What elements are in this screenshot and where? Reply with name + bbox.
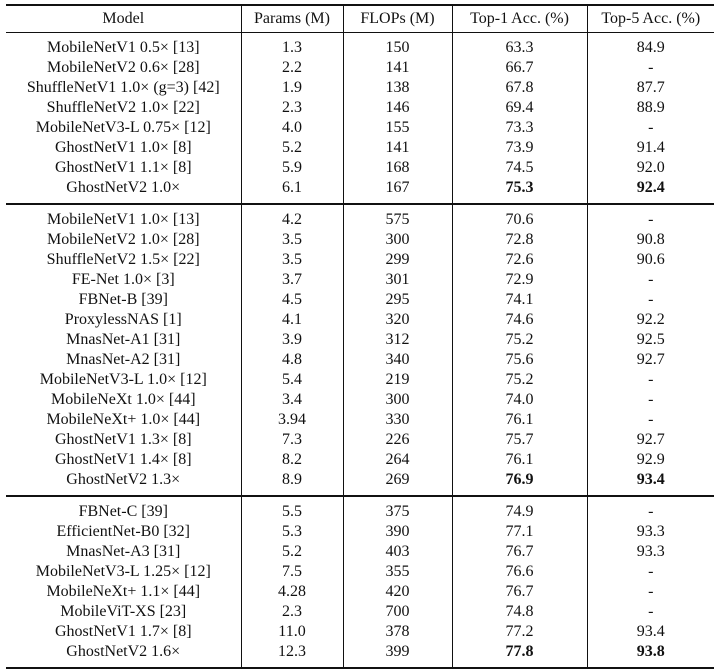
cell-params: 2.2 [241,58,343,78]
table-row [6,562,714,582]
cell-flops: 300 [343,230,452,250]
cell-params: 5.3 [241,522,343,542]
cell-top5: 93.3 [636,543,665,560]
cell-top5: - [648,291,654,308]
cell-top5: 92.5 [636,331,665,348]
cell-model: GhostNetV1 1.0× [8] [6,138,241,158]
table-row [6,230,714,250]
table-row [6,118,714,138]
cell-top1: 74.1 [452,290,587,310]
cell-params: 3.5 [241,250,343,270]
cell-top5: 92.4 [636,179,665,196]
cell-flops: 399 [343,642,452,668]
cell-top1: 76.7 [452,582,587,602]
cell-params: 3.9 [241,330,343,350]
cell-top1: 73.3 [452,118,587,138]
cell-top5: 87.7 [636,79,665,96]
table-row [6,602,714,622]
cell-model: GhostNetV1 1.1× [8] [6,158,241,178]
table-row [6,250,714,270]
cell-top5: - [648,271,654,288]
cell-top5: 91.4 [636,139,665,156]
cell-params: 3.94 [241,410,343,430]
cell-model: ShuffleNetV2 1.5× [22] [6,250,241,270]
cell-top5: - [648,603,654,620]
cell-top1: 74.6 [452,310,587,330]
cell-flops: 390 [343,522,452,542]
table-row [6,33,714,59]
cell-flops: 330 [343,410,452,430]
cell-top1: 66.7 [452,58,587,78]
cell-top1: 74.8 [452,602,587,622]
cell-top5: 93.8 [636,643,665,660]
table-row [6,622,714,642]
cell-top1: 72.6 [452,250,587,270]
cell-model: MnasNet-A1 [31] [6,330,241,350]
cell-model: ShuffleNetV1 1.0× (g=3) [42] [6,78,241,98]
cell-params: 3.5 [241,230,343,250]
table-group-2 [6,204,714,496]
cell-flops: 300 [343,390,452,410]
cell-model: MnasNet-A3 [31] [6,542,241,562]
cell-flops: 299 [343,250,452,270]
cell-params: 12.3 [241,642,343,668]
cell-params: 4.2 [241,204,343,230]
cell-top1: 67.8 [452,78,587,98]
cell-top1: 63.3 [452,33,587,59]
cell-model: MobileNetV1 0.5× [13] [6,33,241,59]
cell-top1: 77.1 [452,522,587,542]
cell-flops: 269 [343,470,452,496]
cell-model: FBNet-C [39] [6,496,241,522]
cell-params: 3.4 [241,390,343,410]
cell-params: 6.1 [241,178,343,204]
header-flops: FLOPs (M) [343,5,452,33]
table-row [6,78,714,98]
cell-model: ShuffleNetV2 1.0× [22] [6,98,241,118]
table-row [6,330,714,350]
cell-model: GhostNetV1 1.7× [8] [6,622,241,642]
header-top5: Top-5 Acc. (%) [601,10,701,27]
cell-flops: 420 [343,582,452,602]
cell-params: 5.5 [241,496,343,522]
cell-flops: 312 [343,330,452,350]
cell-model: MobileNetV2 0.6× [28] [6,58,241,78]
cell-top5: - [648,211,654,228]
cell-params: 7.5 [241,562,343,582]
table-row [6,450,714,470]
cell-flops: 700 [343,602,452,622]
cell-params: 1.9 [241,78,343,98]
cell-top5: 92.7 [636,431,665,448]
cell-params: 4.5 [241,290,343,310]
table-row [6,310,714,330]
cell-model: GhostNetV2 1.3× [6,470,241,496]
cell-top5: 90.8 [636,231,665,248]
cell-top1: 74.9 [452,496,587,522]
cell-top5: 92.7 [636,351,665,368]
cell-params: 3.7 [241,270,343,290]
cell-top5: - [648,583,654,600]
table-row [6,290,714,310]
cell-params: 5.4 [241,370,343,390]
cell-flops: 141 [343,138,452,158]
cell-top5: - [648,503,654,520]
cell-top1: 74.0 [452,390,587,410]
cell-top5: - [648,371,654,388]
cell-model: ProxylessNAS [1] [6,310,241,330]
cell-flops: 219 [343,370,452,390]
cell-params: 4.0 [241,118,343,138]
table-group-1 [6,33,714,205]
cell-top1: 73.9 [452,138,587,158]
cell-params: 4.28 [241,582,343,602]
cell-top1: 77.2 [452,622,587,642]
cell-params: 4.8 [241,350,343,370]
cell-params: 2.3 [241,98,343,118]
cell-params: 4.1 [241,310,343,330]
cell-top1: 69.4 [452,98,587,118]
cell-params: 8.9 [241,470,343,496]
header-model: Model [6,5,241,33]
cell-top1: 74.5 [452,158,587,178]
table-row [6,98,714,118]
cell-model: GhostNetV1 1.3× [8] [6,430,241,450]
cell-top1: 75.2 [452,370,587,390]
cell-top5: 93.3 [636,523,665,540]
cell-top5: - [648,391,654,408]
cell-flops: 226 [343,430,452,450]
cell-top5: - [648,411,654,428]
table-row [6,470,714,496]
cell-flops: 141 [343,58,452,78]
cell-flops: 575 [343,204,452,230]
table-row [6,178,714,204]
cell-params: 5.9 [241,158,343,178]
table-row [6,158,714,178]
table-row [6,270,714,290]
results-table [6,4,714,669]
cell-top5: - [648,119,654,136]
cell-top5: 92.9 [636,451,665,468]
header-row [6,5,714,33]
cell-flops: 138 [343,78,452,98]
cell-model: GhostNetV1 1.4× [8] [6,450,241,470]
cell-model: MobileNeXt 1.0× [44] [6,390,241,410]
cell-params: 5.2 [241,138,343,158]
cell-top1: 75.3 [452,178,587,204]
cell-params: 1.3 [241,33,343,59]
table-row [6,370,714,390]
cell-top5: - [648,59,654,76]
cell-flops: 150 [343,33,452,59]
cell-top1: 75.2 [452,330,587,350]
cell-flops: 167 [343,178,452,204]
cell-flops: 295 [343,290,452,310]
cell-model: MobileNetV2 1.0× [28] [6,230,241,250]
header-top1: Top-1 Acc. (%) [452,5,587,33]
cell-top5: 88.9 [636,99,665,116]
table-row [6,542,714,562]
cell-flops: 320 [343,310,452,330]
cell-model: MobileNeXt+ 1.0× [44] [6,410,241,430]
table-group-3 [6,496,714,668]
cell-top5: 93.4 [636,471,665,488]
cell-model: GhostNetV2 1.0× [6,178,241,204]
cell-flops: 146 [343,98,452,118]
cell-params: 2.3 [241,602,343,622]
cell-flops: 403 [343,542,452,562]
cell-top5: 84.9 [636,39,665,56]
cell-params: 5.2 [241,542,343,562]
cell-flops: 340 [343,350,452,370]
cell-top1: 72.9 [452,270,587,290]
cell-model: MobileNetV3-L 1.25× [12] [6,562,241,582]
cell-model: MobileNetV1 1.0× [13] [6,204,241,230]
cell-model: MobileViT-XS [23] [6,602,241,622]
table-row [6,390,714,410]
cell-flops: 301 [343,270,452,290]
cell-model: MobileNeXt+ 1.1× [44] [6,582,241,602]
table-row [6,430,714,450]
table-row [6,496,714,522]
table-header [6,5,714,33]
cell-params: 11.0 [241,622,343,642]
cell-model: MobileNetV3-L 1.0× [12] [6,370,241,390]
cell-top1: 76.1 [452,450,587,470]
cell-flops: 355 [343,562,452,582]
table-row [6,410,714,430]
cell-model: EfficientNet-B0 [32] [6,522,241,542]
cell-top5: 92.0 [636,159,665,176]
cell-model: FE-Net 1.0× [3] [6,270,241,290]
cell-top1: 76.9 [452,470,587,496]
cell-flops: 155 [343,118,452,138]
cell-params: 7.3 [241,430,343,450]
table-row [6,138,714,158]
cell-model: FBNet-B [39] [6,290,241,310]
table-row [6,58,714,78]
cell-top1: 77.8 [452,642,587,668]
header-params: Params (M) [241,5,343,33]
cell-flops: 264 [343,450,452,470]
cell-flops: 378 [343,622,452,642]
cell-flops: 168 [343,158,452,178]
cell-top5: 90.6 [636,251,665,268]
table-row [6,582,714,602]
table-row [6,522,714,542]
cell-top1: 76.6 [452,562,587,582]
table-row [6,350,714,370]
cell-model: GhostNetV2 1.6× [6,642,241,668]
cell-top5: 92.2 [636,311,665,328]
cell-params: 8.2 [241,450,343,470]
table-row [6,204,714,230]
cell-top1: 75.7 [452,430,587,450]
cell-top1: 76.7 [452,542,587,562]
cell-top1: 76.1 [452,410,587,430]
cell-top5: 93.4 [636,623,665,640]
cell-model: MobileNetV3-L 0.75× [12] [6,118,241,138]
cell-top1: 75.6 [452,350,587,370]
cell-top1: 72.8 [452,230,587,250]
cell-top5: - [648,563,654,580]
cell-model: MnasNet-A2 [31] [6,350,241,370]
table-row [6,642,714,668]
cell-top1: 70.6 [452,204,587,230]
cell-flops: 375 [343,496,452,522]
